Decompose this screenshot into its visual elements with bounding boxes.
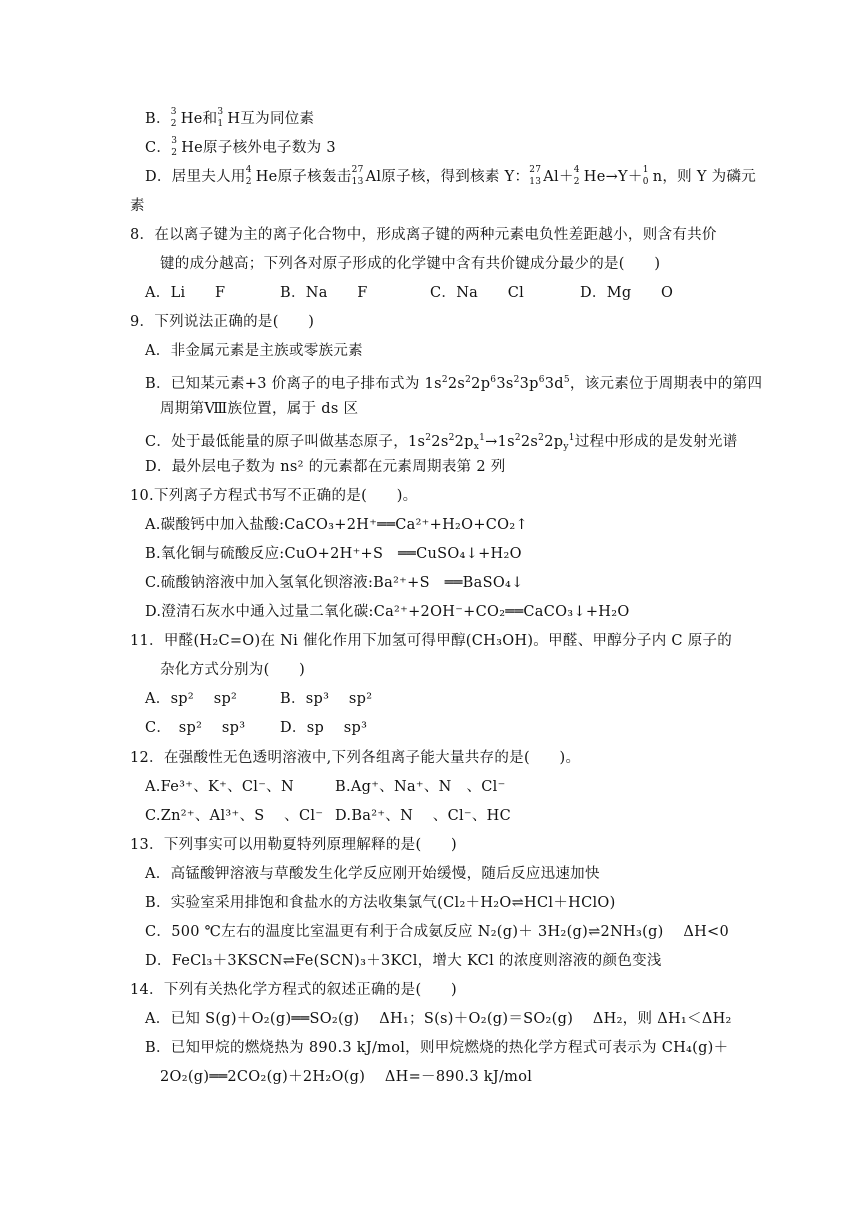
q11-option-a: A．sp² sp²: [145, 691, 238, 707]
nuclide-notation: 3 1: [217, 107, 224, 129]
q8-options: [145, 283, 673, 303]
q11-stem-line1: 11．甲醛(H₂C=O)在 Ni 催化作用下加氢可得甲醇(CH₃OH)。甲醛、甲醇分子内 C 原子的: [130, 633, 733, 649]
q13-stem: 13．下列事实可以用勒夏特列原理解释的是( ): [130, 837, 457, 853]
q11-stem-line2: 杂化方式分别为( ): [160, 662, 306, 678]
nuclide-notation: 4 2: [573, 165, 580, 187]
q14-option-a: A．已知 S(g)＋O₂(g)══SO₂(g) ΔH₁；S(s)＋O₂(g)＝SO₂(g) ΔH₂，则 ΔH₁＜ΔH₂: [145, 1011, 732, 1027]
q10-option-c: C.硫酸钠溶液中加入氢氧化钡溶液:Ba²⁺+S ══BaSO₄↓: [145, 575, 524, 591]
q12-stem: 12．在强酸性无色透明溶液中,下列各组离子能大量共存的是( )。: [130, 750, 581, 766]
q8-option-a: A．Li F: [145, 285, 226, 301]
q13-option-a: A．高锰酸钾溶液与草酸发生化学反应刚开始缓慢，随后反应迅速加快: [145, 866, 600, 882]
q8-stem-line2: 键的成分越高；下列各对原子形成的化学键中含有共价键成分最少的是( ): [160, 256, 661, 272]
q14-option-b: B．已知甲烷的燃烧热为 890.3 kJ/mol，则甲烷燃烧的热化学方程式可表示为 CH₄(g)＋: [145, 1040, 729, 1056]
nuclide-notation: 27 13: [351, 165, 364, 187]
q11-options-cd: [145, 718, 367, 738]
q13-option-b: B．实验室采用排饱和食盐水的方法收集氯气(Cl₂＋H₂O⇌HCl＋HClO): [145, 895, 616, 911]
nuclide-notation: 3 2: [171, 136, 178, 158]
q12-options-ab: [145, 777, 506, 797]
nuclide-notation: 4 2: [245, 165, 252, 187]
q9-option-b-cont: 周期第Ⅷ族位置，属于 ds 区: [160, 401, 359, 417]
nuclide-notation: 1 0: [642, 165, 649, 187]
q13-option-c: C．500 ℃左右的温度比室温更有利于合成氨反应 N₂(g)＋ 3H₂(g)⇌2NH₃(g) ΔH<0: [145, 924, 730, 940]
q13-option-d: D．FeCl₃＋3KSCN⇌Fe(SCN)₃＋3KCl，增大 KCl 的浓度则溶液的颜色变浅: [145, 953, 662, 969]
q9-option-a: A．非金属元素是主族或零族元素: [145, 343, 363, 359]
q7-option-c: C． 3 2 He原子核外电子数为 3: [145, 136, 336, 158]
q9-option-d: D．最外层电子数为 ns² 的元素都在元素周期表第 2 列: [145, 459, 506, 475]
q11-option-b: B．sp³ sp²: [280, 691, 373, 707]
q12-options-cd: [145, 806, 511, 826]
nuclide-notation: 3 2: [170, 107, 177, 129]
q9-stem: 9．下列说法正确的是( ): [130, 314, 315, 330]
q10-stem: 10.下列离子方程式书写不正确的是( )。: [130, 488, 418, 504]
q14-option-b-cont: 2O₂(g)══2CO₂(g)＋2H₂O(g) ΔH=－890.3 kJ/mol: [160, 1069, 533, 1085]
q10-option-a: A.碳酸钙中加入盐酸:CaCO₃+2H⁺══Ca²⁺+H₂O+CO₂↑: [145, 517, 528, 533]
q7-option-d-cont: 素: [130, 198, 145, 214]
q10-option-b: B.氧化铜与硫酸反应:CuO+2H⁺+S ══CuSO₄↓+H₂O: [145, 546, 522, 562]
q7-option-b: B． 3 2 He和 3 1 H互为同位素: [145, 107, 315, 129]
q11-option-c: C． sp² sp³: [145, 720, 246, 736]
q12-option-c: C.Zn²⁺、Al³⁺、S 、Cl⁻: [145, 808, 324, 824]
q10-option-d: D.澄清石灰水中通入过量二氧化碳:Ca²⁺+2OH⁻+CO₂══CaCO₃↓+H₂O: [145, 604, 630, 620]
q12-option-a: A.Fe³⁺、K⁺、Cl⁻、N: [145, 779, 294, 795]
q7-option-d: D．居里夫人用 4 2 He原子核轰击 27 13 Al原子核，得到核素 Y： 27 13 Al＋ 4 2 He→Y＋ 1 0 n，则 Y 为磷元: [145, 165, 757, 187]
q12-option-b: B.Ag⁺、Na⁺、N 、Cl⁻: [335, 779, 506, 795]
q9-option-b: B．已知某元素+3 价离子的电子排布式为 $1s^22s^22p^63s^23p^63d^5$，该元素位于周期表中的第四: [145, 375, 763, 392]
q9-option-c: C．处于最低能量的原子叫做基态原子，$1s^22s^22p_x^1\to 1s^22s^22p_y^1$过程中形成的是发射光谱: [145, 433, 738, 452]
nuclide-notation: 27 13: [529, 165, 542, 187]
q11-option-d: D．sp sp³: [280, 720, 368, 736]
q14-stem: 14．下列有关热化学方程式的叙述正确的是( ): [130, 982, 457, 998]
q8-option-b: B．Na F: [280, 285, 368, 301]
q8-option-c: C．Na Cl: [430, 285, 525, 301]
q12-option-d: D.Ba²⁺、N 、Cl⁻、HC: [335, 808, 512, 824]
q11-options-ab: [145, 689, 372, 709]
q8-option-d: D．Mg O: [580, 285, 674, 301]
q8-stem-line1: 8．在以离子键为主的离子化合物中，形成离子键的两种元素电负性差距越小，则含有共价: [130, 227, 717, 243]
